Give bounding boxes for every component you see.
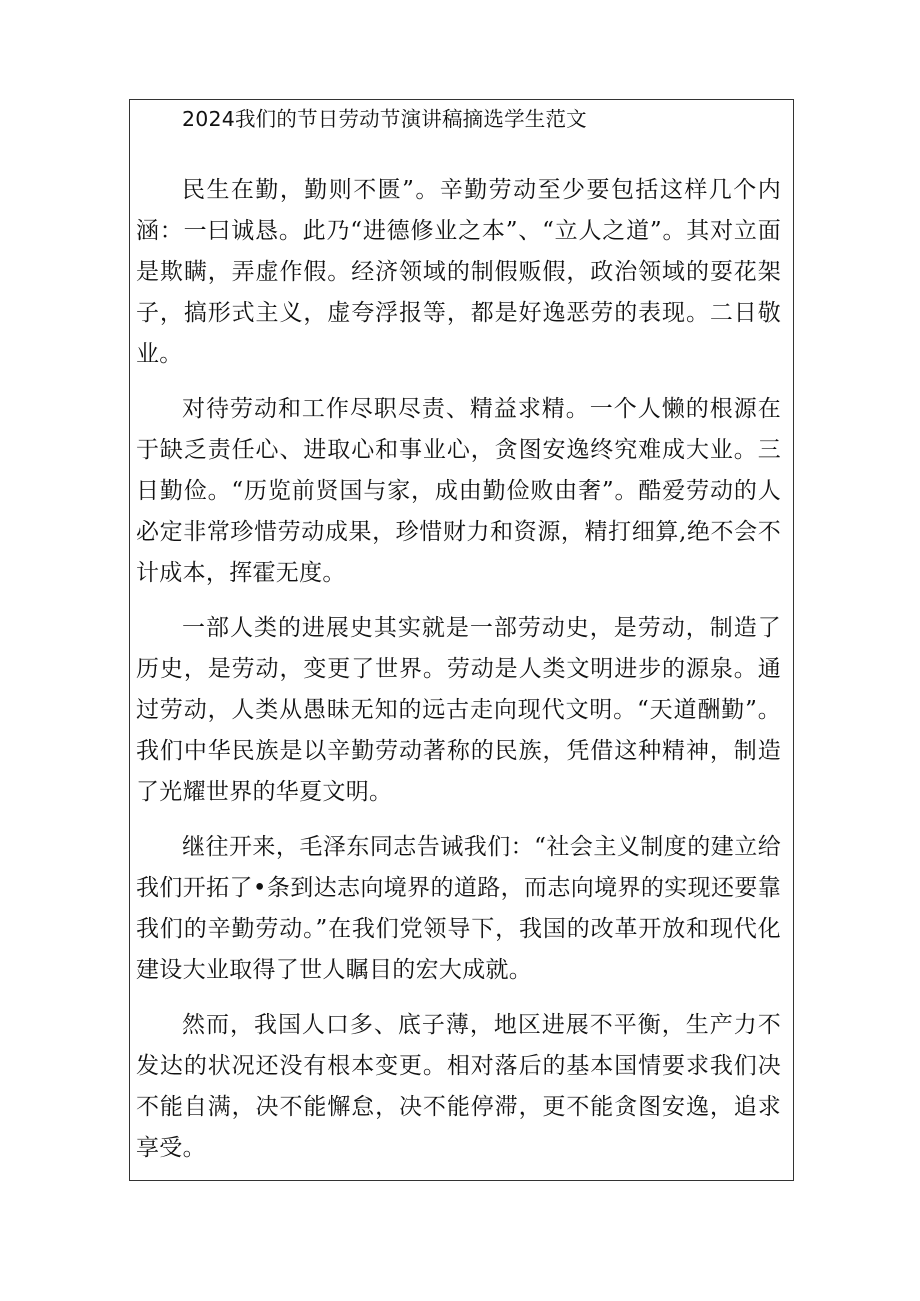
- document-title: 2024我们的节日劳动节演讲稿摘选学生范文: [182, 107, 587, 131]
- document-body: [136, 170, 781, 1169]
- paragraph-5: 然而，我国人口多、底子薄，地区进展不平衡，生产力不发达的状况还没有根本变更。相对落后的基本国情要求我们决不能自满，决不能懈怠，决不能停滞，更不能贪图安逸，追求享受。: [136, 1012, 781, 1161]
- paragraph-3: 一部人类的进展史其实就是一部劳动史，是劳动，制造了历史，是劳动，变更了世界。劳动是人类文明进步的源泉。通过劳动，人类从愚昧无知的远古走向现代文明。“天道酬勤”。我们中华民族是以辛勤劳动著称的民族，凭借这种精神，制造了光耀世界的华夏文明。: [136, 615, 781, 805]
- document-page: [129, 99, 794, 1181]
- paragraph-4: 继往开来，毛泽东同志告诫我们：“社会主义制度的建立给我们开拓了•条到达志向境界的道路，而志向境界的实现还要靠我们的辛勤劳动。”在我们党领导下，我国的改革开放和现代化建设大业取得了世人瞩目的宏大成就。: [136, 834, 781, 983]
- paragraph-2: 对待劳动和工作尽职尽责、精益求精。一个人懒的根源在于缺乏责任心、进取心和事业心，贪图安逸终究难成大业。三日勤俭。“历览前贤国与家，成由勤俭败由奢”。酷爱劳动的人必定非常珍惜劳动成果，珍惜财力和资源，精打细算,绝不会不计成本，挥霍无度。: [136, 396, 781, 586]
- paragraph-1: 民生在勤，勤则不匮”。辛勤劳动至少要包括这样几个内涵：一曰诚恳。此乃“进德修业之本”、“立人之道”。其对立面是欺瞒，弄虚作假。经济领域的制假贩假，政治领域的耍花架子，搞形式主义，虚夸浮报等，都是好逸恶劳的表现。二日敬业。: [136, 177, 781, 367]
